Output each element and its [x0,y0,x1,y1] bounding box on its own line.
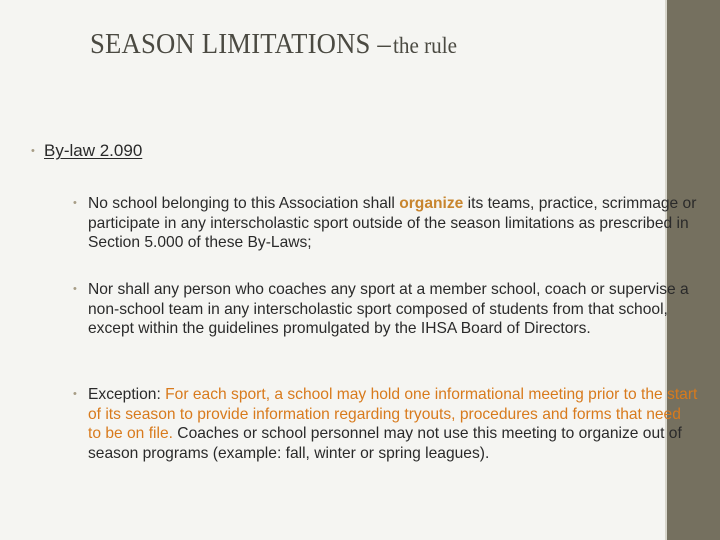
item-highlight: For each sport, a school may hold one informational meeting prior to the start of its season to provide information regarding tryouts, procedures and forms that need to be on file. [88,386,698,442]
list-item-coaches [73,280,698,339]
bullet-icon: • [31,145,35,157]
item-highlight: organize [399,195,464,212]
item-text-post: its teams, practice, scrimmage or participate in any interscholastic sport outside of the season limitations as prescribed in Section 5.000 of these By-Laws; [88,195,697,251]
slide-title [90,28,650,61]
item-text-pre: Exception: [88,386,166,403]
title-sub: the rule [393,33,458,58]
bylaw-heading [31,141,143,161]
list-item-organize [73,194,698,253]
bullet-icon: • [73,283,77,295]
bullet-icon: • [73,197,77,209]
item-text-post: Coaches or school personnel may not use this meeting to organize out of season programs (example: fall, winter or spring leagues). [88,425,682,462]
list-item-exception [73,385,698,463]
title-main: SEASON LIMITATIONS – [90,28,391,60]
bullet-icon: • [73,388,77,400]
bylaw-label: By-law 2.090 [44,141,143,160]
item-text: Nor shall any person who coaches any sport at a member school, coach or supervise a non-school team in any interscholastic sport composed of students from that school, except within the guidelines promulgated by the IHSA Board of Directors. [88,281,689,337]
item-text-pre: No school belonging to this Association shall [88,195,400,212]
